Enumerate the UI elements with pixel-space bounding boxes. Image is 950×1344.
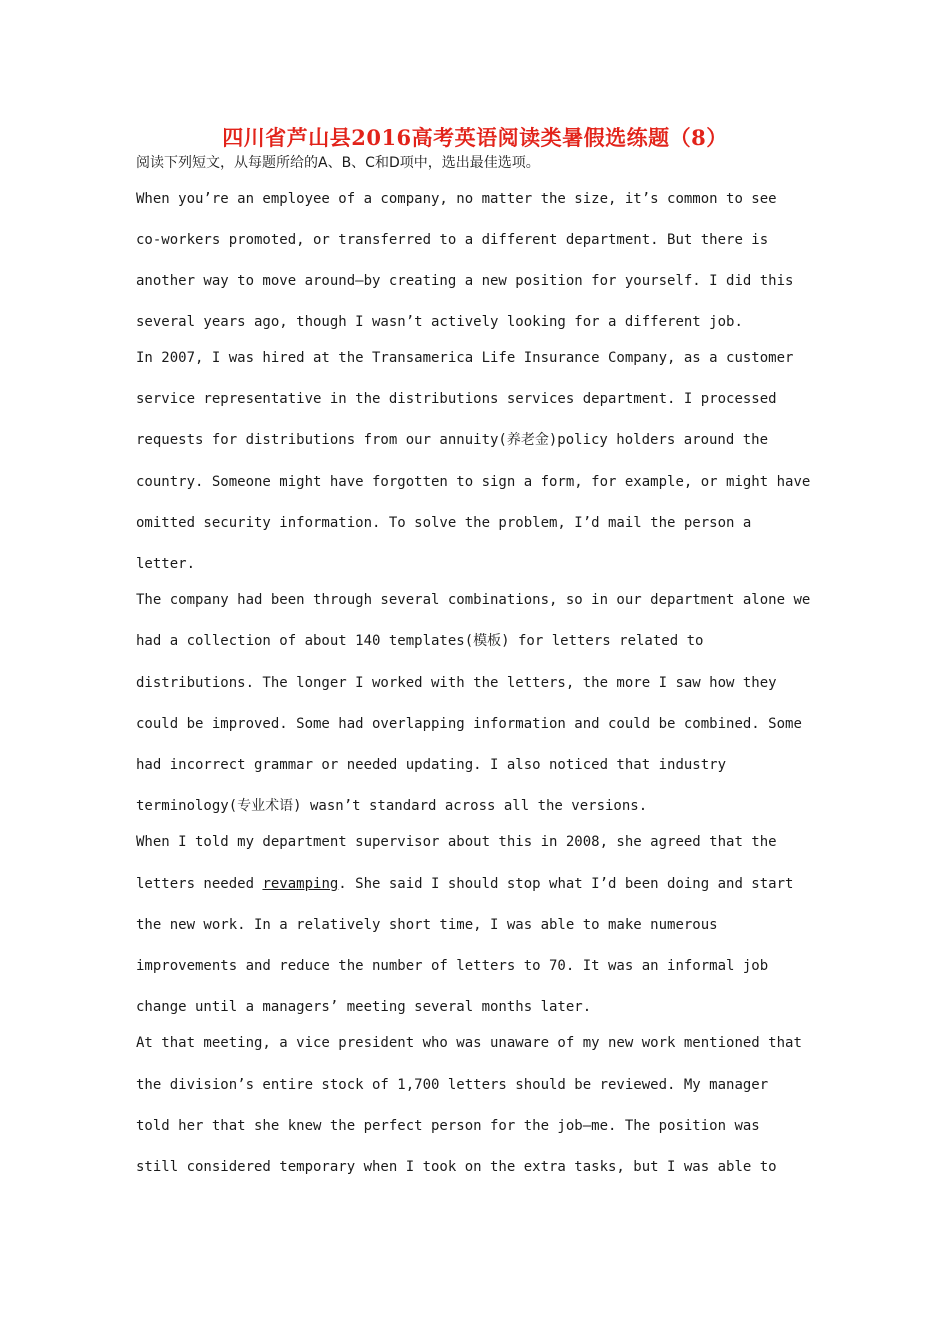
text-line: could be improved. Some had overlapping information and could be combined. Some <box>136 716 802 732</box>
document-title: 四川省芦山县2016高考英语阅读类暑假选练题（8） <box>222 125 728 150</box>
text-line: another way to move around—by creating a new position for yourself. I did this <box>136 273 794 289</box>
text-line: the division’s entire stock of 1,700 letters should be reviewed. My manager <box>136 1077 769 1093</box>
underlined-word: revamping <box>262 876 339 892</box>
text-segment: . She said I should stop what I’d been doing and start <box>338 876 794 892</box>
text-segment: letters needed <box>136 876 263 892</box>
instruction-text: 阅读下列短文，从每题所给的A、B、C和D项中，选出最佳选项。 <box>136 155 540 171</box>
text-line: told her that she knew the perfect person for the job—me. The position was <box>136 1118 760 1134</box>
text-line: At that meeting, a vice president who was unaware of my new work mentioned that <box>136 1035 802 1051</box>
text-line: the new work. In a relatively short time, I was able to make numerous <box>136 917 718 933</box>
text-line: When I told my department supervisor about this in 2008, she agreed that the <box>136 834 777 850</box>
text-line: letter. <box>136 556 196 572</box>
text-line: had incorrect grammar or needed updating. I also noticed that industry <box>136 757 727 773</box>
text-line-with-underline <box>136 875 793 893</box>
text-line: co-workers promoted, or transferred to a different department. But there is <box>136 232 769 248</box>
text-line: several years ago, though I wasn’t actively looking for a different job. <box>136 314 743 330</box>
text-line: country. Someone might have forgotten to sign a form, for example, or might have <box>136 474 811 490</box>
text-line: improvements and reduce the number of letters to 70. It was an informal job <box>136 958 769 974</box>
text-line: requests for distributions from our annuity(养老金)policy holders around the <box>136 432 769 448</box>
text-line: had a collection of about 140 templates(模板) for letters related to <box>136 633 704 649</box>
text-line: still considered temporary when I took on the extra tasks, but I was able to <box>136 1159 777 1175</box>
text-line: service representative in the distributions services department. I processed <box>136 391 777 407</box>
text-line: distributions. The longer I worked with the letters, the more I saw how they <box>136 675 777 691</box>
text-line: The company had been through several combinations, so in our department alone we <box>136 592 811 608</box>
text-line: In 2007, I was hired at the Transamerica Life Insurance Company, as a customer <box>136 350 794 366</box>
text-line: terminology(专业术语) wasn’t standard across all the versions. <box>136 798 648 814</box>
text-line: When you’re an employee of a company, no matter the size, it’s common to see <box>136 191 777 207</box>
text-line: change until a managers’ meeting several months later. <box>136 999 592 1015</box>
text-line: omitted security information. To solve the problem, I’d mail the person a <box>136 515 752 531</box>
